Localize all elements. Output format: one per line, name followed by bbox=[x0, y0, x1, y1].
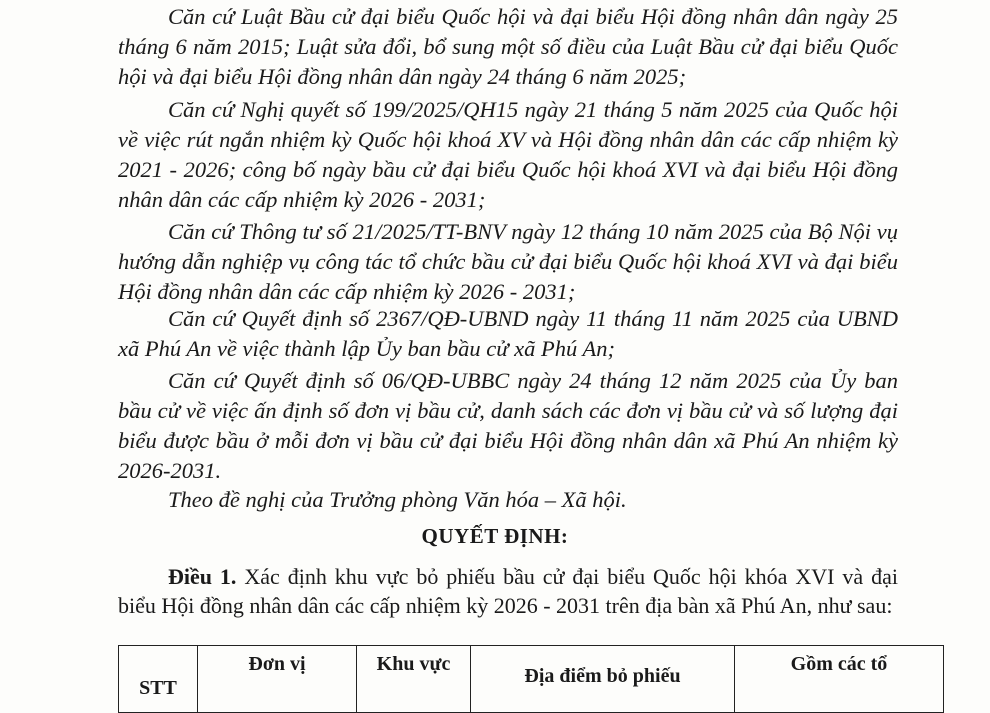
proposal-line: Theo đề nghị của Trưởng phòng Văn hóa – Xã hội. bbox=[168, 487, 627, 512]
legal-basis-election-law: Căn cứ Luật Bầu cử đại biểu Quốc hội và đại biểu Hội đồng nhân dân ngày 25 tháng 6 năm 2015; Luật sửa đổi, bổ sung một số điều của Luật Bầu cử đại biểu Quốc hội và đại biểu Hội đồng nhân dân ngày 24 tháng 6 năm 2025; bbox=[118, 4, 898, 89]
polling-area-table bbox=[118, 645, 944, 713]
table-header-row bbox=[119, 646, 944, 713]
article-1-text: Xác định khu vực bỏ phiếu bầu cử đại biểu Quốc hội khóa XVI và đại biểu Hội đồng nhân dân các cấp nhiệm kỳ 2026 - 2031 trên địa bàn xã Phú An, như sau: bbox=[118, 564, 898, 618]
article-1-label: Điều 1. bbox=[168, 564, 237, 589]
header-cell-location: Địa điểm bỏ phiếu bbox=[471, 646, 735, 713]
header-cell-groups: Gồm các tổ bbox=[735, 646, 944, 713]
header-cell-stt: STT bbox=[119, 646, 198, 713]
legal-basis-decision-2367: Căn cứ Quyết định số 2367/QĐ-UBND ngày 11 tháng 11 năm 2025 của UBND xã Phú An về việc thành lập Ủy ban bầu cử xã Phú An; bbox=[118, 306, 898, 361]
header-cell-area: Khu vực bbox=[357, 646, 471, 713]
legal-basis-decision-06: Căn cứ Quyết định số 06/QĐ-UBBC ngày 24 tháng 12 năm 2025 của Ủy ban bầu cử về việc ấn định số đơn vị bầu cử, danh sách các đơn vị bầu cử và số lượng đại biểu được bầu ở mỗi đơn vị bầu cử đại biểu Hội đồng nhân dân xã Phú An nhiệm kỳ 2026-2031. bbox=[118, 368, 898, 483]
decision-heading: QUYẾT ĐỊNH: bbox=[421, 524, 569, 548]
article-1 bbox=[118, 562, 898, 620]
header-cell-unit: Đơn vị bbox=[198, 646, 357, 713]
legal-basis-circular: Căn cứ Thông tư số 21/2025/TT-BNV ngày 12 tháng 10 năm 2025 của Bộ Nội vụ hướng dẫn nghiệp vụ công tác tổ chức bầu cử đại biểu Quốc hội khoá XVI và đại biểu Hội đồng nhân dân các cấp nhiệm kỳ 2026 - 2031; bbox=[118, 219, 898, 304]
legal-basis-resolution: Căn cứ Nghị quyết số 199/2025/QH15 ngày 21 tháng 5 năm 2025 của Quốc hội về việc rút ngắn nhiệm kỳ Quốc hội khoá XV và Hội đồng nhân dân các cấp nhiệm kỳ 2021 - 2026; công bố ngày bầu cử đại biểu Quốc hội khoá XVI và đại biểu Hội đồng nhân dân các cấp nhiệm kỳ 2026 - 2031; bbox=[118, 97, 898, 212]
